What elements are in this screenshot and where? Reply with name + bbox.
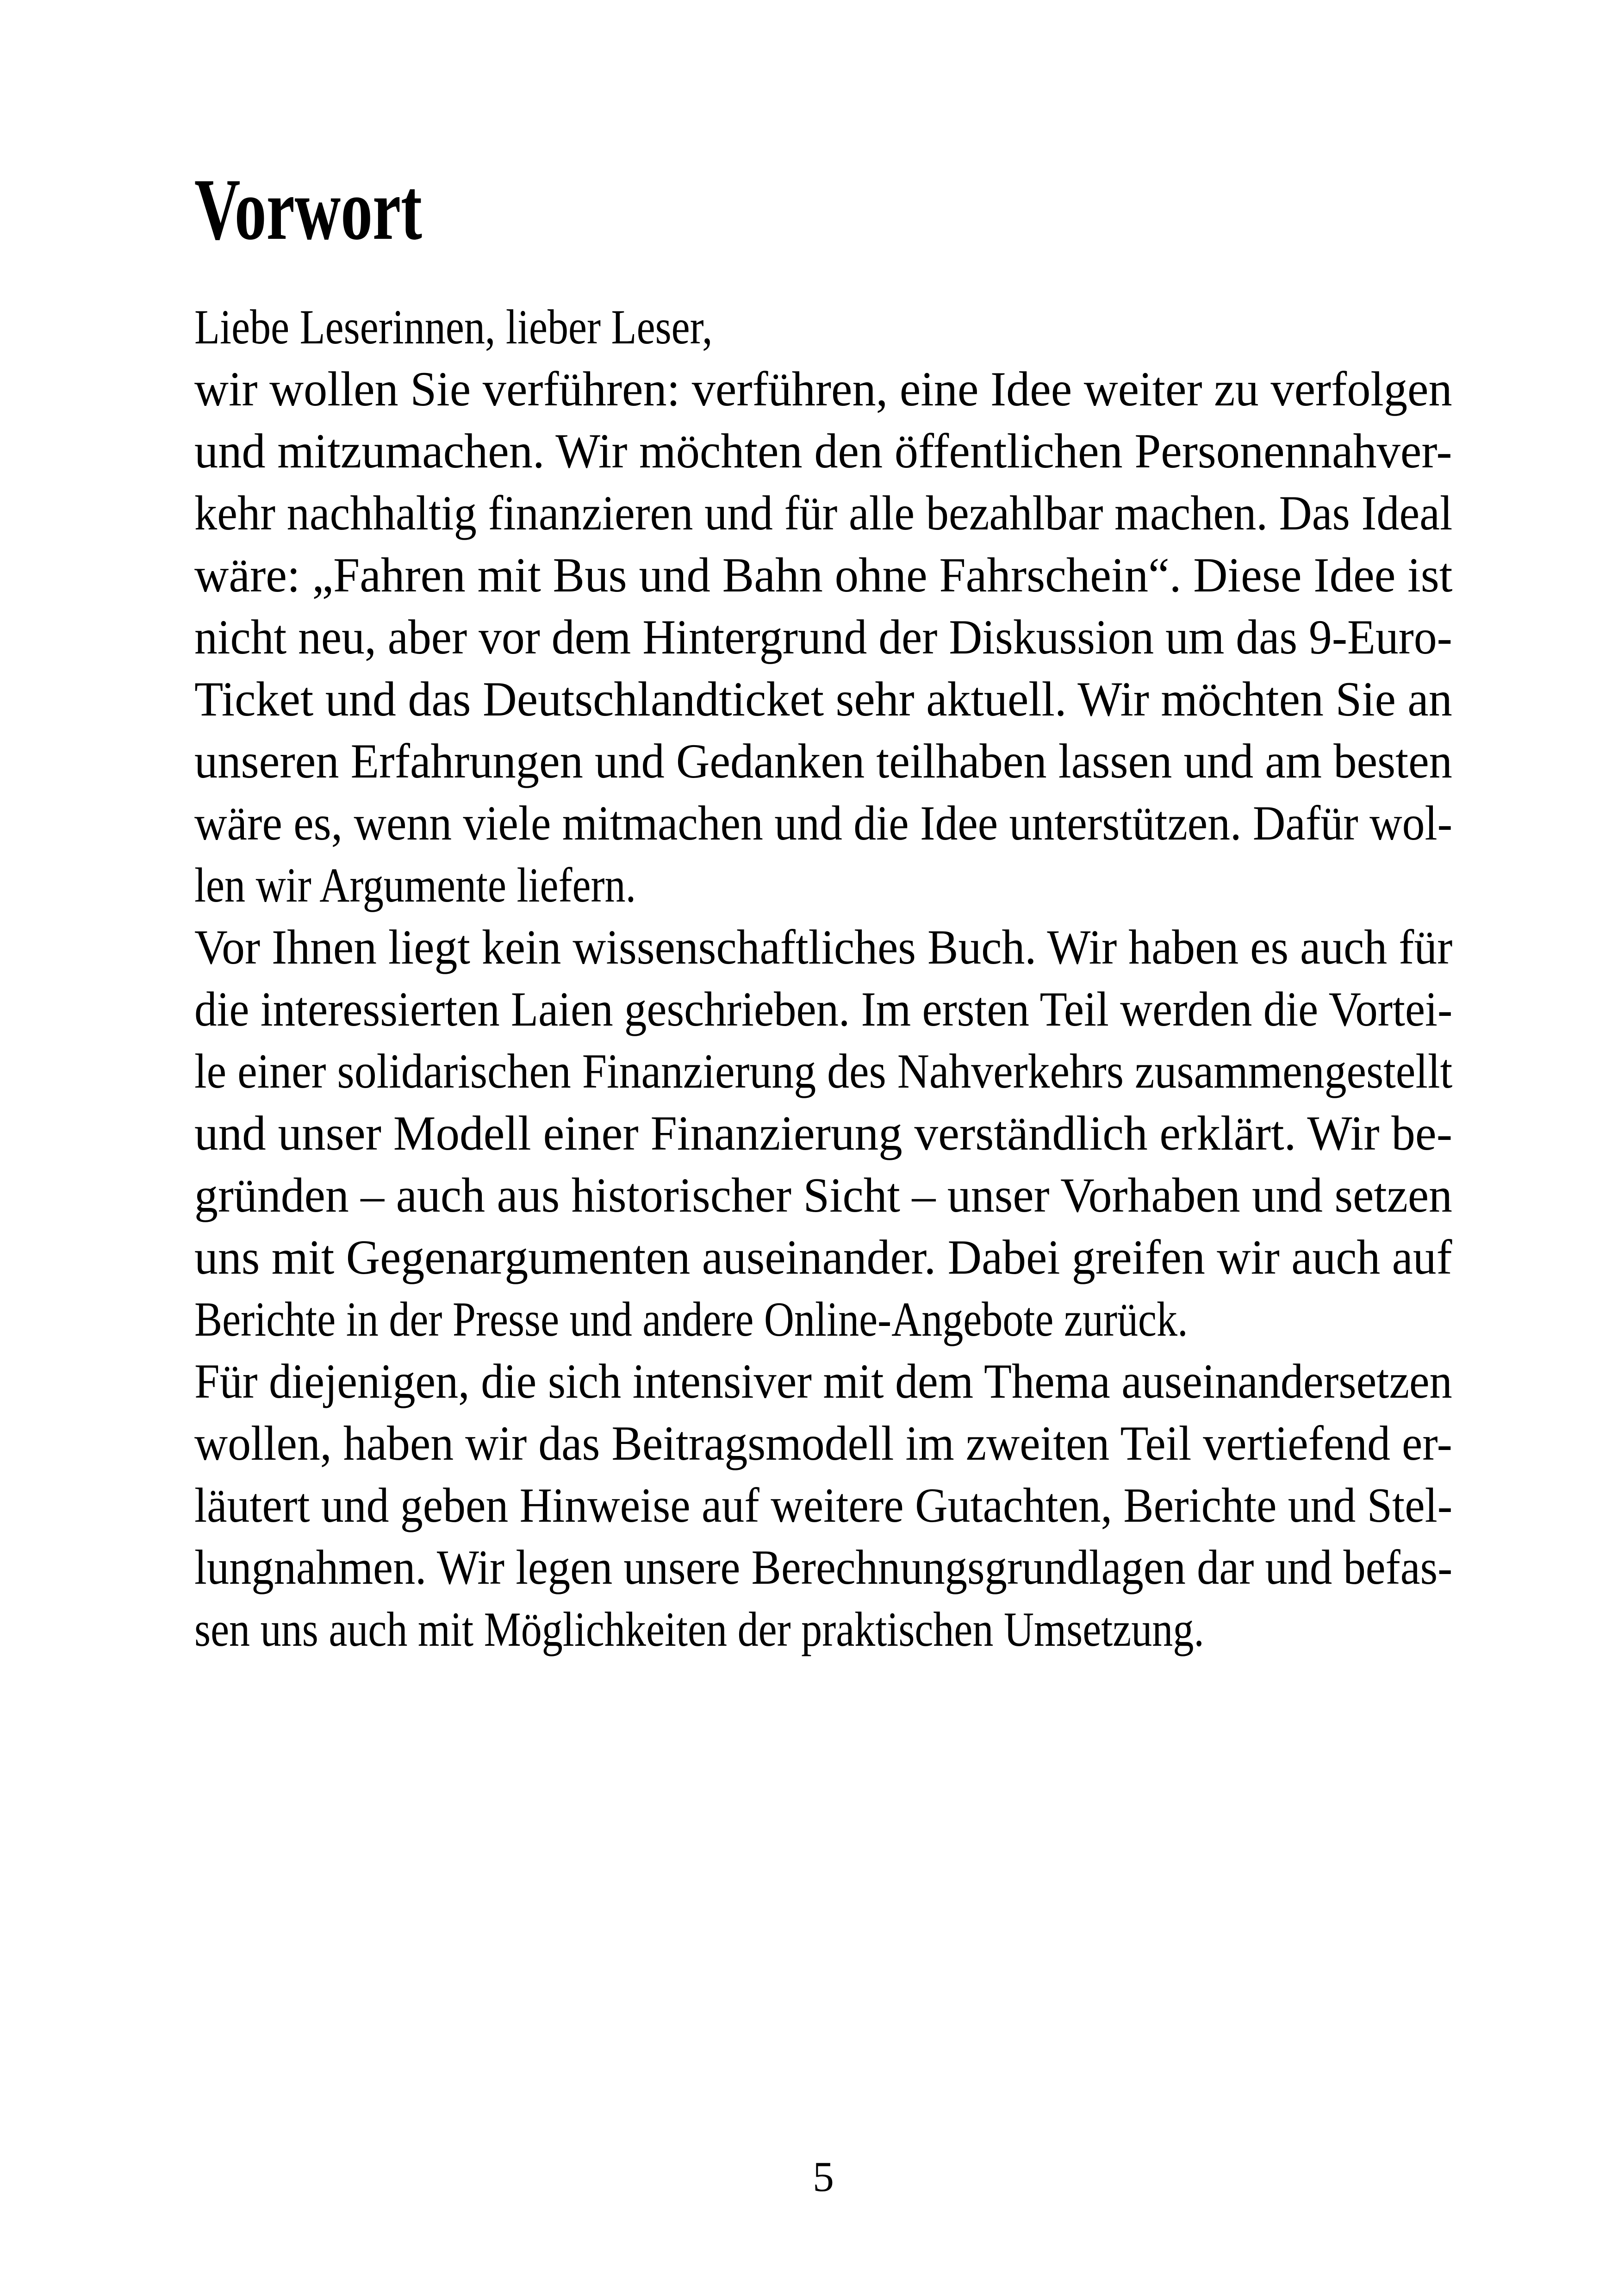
text-line-content: uns mit Gegenargumenten auseinander. Dabei greifen wir auch auf (194, 1230, 1452, 1284)
page-title (194, 161, 509, 258)
body-text (194, 296, 1452, 1661)
text-line (194, 916, 1452, 978)
page-title-text: Vorwort (194, 161, 422, 258)
text-line-content: wollen, haben wir das Beitragsmodell im zweiten Teil vertiefend er- (194, 1416, 1452, 1470)
text-line (194, 1226, 1452, 1288)
text-line (194, 1164, 1452, 1226)
text-line-content: die interessierten Laien geschrieben. Im ersten Teil werden die Vortei- (194, 982, 1453, 1036)
text-line (194, 544, 1452, 606)
text-line-content: Liebe Leserinnen, lieber Leser, (194, 300, 713, 354)
text-line (194, 668, 1452, 730)
text-line (194, 296, 1452, 358)
page-number-text: 5 (813, 2153, 834, 2200)
text-line (194, 420, 1452, 482)
text-line (194, 358, 1452, 420)
text-line (194, 606, 1452, 668)
text-line (194, 730, 1452, 792)
text-line-content: len wir Argumente liefern. (194, 858, 636, 912)
text-line-content: kehr nachhaltig finanzieren und für alle bezahlbar machen. Das Ideal (194, 486, 1453, 540)
text-line-content: Ticket und das Deutschlandticket sehr aktuell. Wir möchten Sie an (194, 672, 1452, 726)
text-line (194, 1412, 1452, 1475)
text-line (194, 1040, 1452, 1102)
text-line-content: wäre: „Fahren mit Bus und Bahn ohne Fahrschein“. Diese Idee ist (194, 548, 1453, 602)
text-line (194, 792, 1452, 854)
text-line-content: nicht neu, aber vor dem Hintergrund der Diskussion um das 9-Euro- (194, 610, 1452, 664)
text-line-content: wäre es, wenn viele mitmachen und die Idee unterstützen. Dafür wol- (194, 796, 1453, 850)
text-line (194, 1288, 1452, 1350)
text-line (194, 1475, 1452, 1537)
text-line-content: Berichte in der Presse und andere Online-Angebote zurück. (194, 1292, 1188, 1346)
text-line-content: lungnahmen. Wir legen unsere Berechnungsgrundlagen dar und befas- (194, 1540, 1453, 1594)
text-line-content: Für diejenigen, die sich intensiver mit dem Thema auseinandersetzen (194, 1354, 1452, 1408)
text-line-content: sen uns auch mit Möglichkeiten der praktischen Umsetzung. (194, 1602, 1204, 1656)
text-line-content: und mitzumachen. Wir möchten den öffentlichen Personennahver- (194, 424, 1452, 478)
text-line-content: le einer solidarischen Finanzierung des Nahverkehrs zusammengestellt (194, 1044, 1453, 1098)
text-line (194, 482, 1452, 544)
text-line-content: gründen – auch aus historischer Sicht – unser Vorhaben und setzen (194, 1168, 1452, 1222)
text-line (194, 854, 1452, 916)
text-line-content: läutert und geben Hinweise auf weitere Gutachten, Berichte und Stel- (194, 1478, 1453, 1532)
text-line-content: und unser Modell einer Finanzierung verständlich erklärt. Wir be- (194, 1106, 1453, 1160)
text-line (194, 1537, 1452, 1599)
text-line-content: Vor Ihnen liegt kein wissenschaftliches Buch. Wir haben es auch für (194, 920, 1453, 974)
page-number (194, 2151, 1452, 2202)
text-line (194, 978, 1452, 1040)
text-line-content: wir wollen Sie verführen: verführen, eine Idee weiter zu verfolgen (194, 362, 1452, 416)
text-line-content: unseren Erfahrungen und Gedanken teilhaben lassen und am besten (194, 734, 1452, 788)
text-line (194, 1350, 1452, 1412)
text-line (194, 1599, 1452, 1661)
text-line (194, 1102, 1452, 1164)
